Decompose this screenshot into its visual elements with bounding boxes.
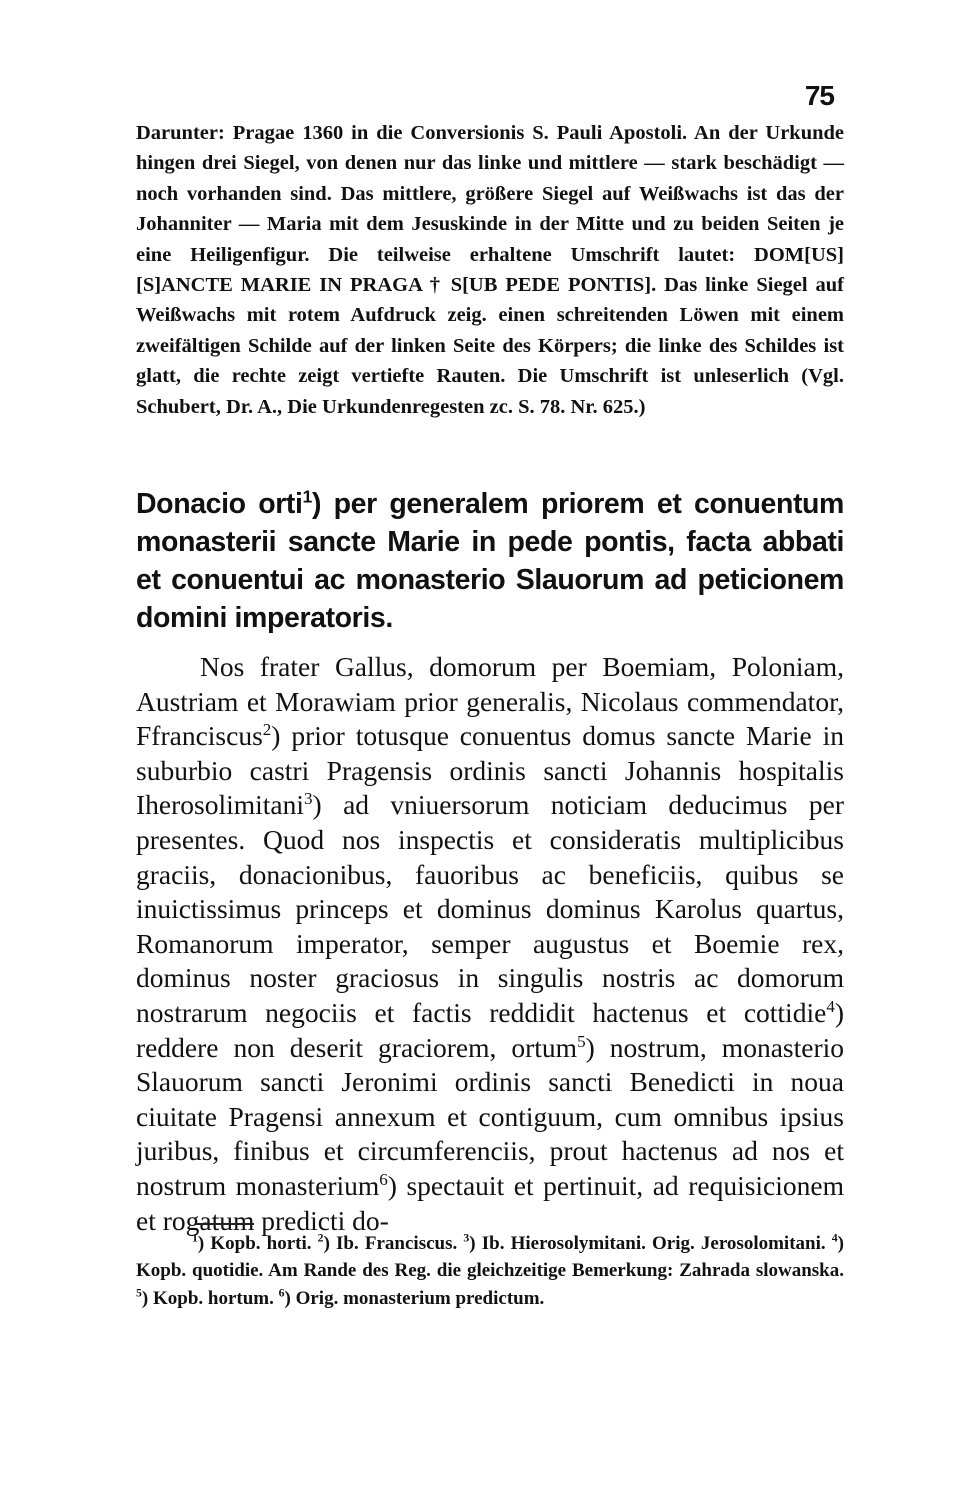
page-number: 75 [804,80,834,111]
footnote-6: ) Orig. monasterium predictum. [284,1287,545,1309]
footnotes-text [136,1230,844,1312]
footnote-mark-1: 1 [302,486,312,507]
footnote-3: ) Ib. Hierosolymitani. Orig. Jerosolomitani. [469,1233,826,1254]
footnote-mark-4: 4 [826,996,835,1016]
charter-segment-1: Nos frater Gallus, domorum per Boemiam, Poloniam, Austriam et Morawiam prior generalis, Nicolaus commendator, Ffranciscus [136,651,844,752]
charter-segment-5: ) nostrum, monasterio Slauorum sancti Jeronimi ordinis sancti Benedicti in noua ciuitate Pragensi annexum et contiguum, cum omnibus ipsius juribus, finibus et circumferenciis, prout hactenus ad nos et nostrum monasterium [136,1031,844,1201]
footnote-separator [196,1223,254,1225]
charter-segment-3: ) ad vniuersorum noticiam deducimus per presentes. Quod nos inspectis et consideratis multiplicibus graciis, donacionibus, fauoribus ac beneficiis, quibus se inuictissimus princeps et dominus dominus Karolus quartus, Romanorum imperator, semper augustus et Boemie rex, dominus noster graciosus in singulis nostris ac domorum nostrarum negociis et factis reddidit hactenus et cottidie [136,789,844,1028]
footnote-5: ) Kopb. hortum. [141,1287,274,1309]
footnote-3-mark: 3 [463,1231,470,1245]
footnote-4-mark: 4 [831,1231,838,1245]
charter-text [136,650,844,1238]
footnote-2-mark: 2 [317,1231,324,1245]
charter-segment-4: ) reddere non deserit graciorem, ortum [136,996,844,1063]
footnote-5-mark: 5 [136,1286,142,1300]
footnote-mark-5: 5 [577,1031,586,1051]
footnote-1: ) Kopb. horti. [197,1233,312,1254]
document-heading-text [136,485,844,637]
archival-description [136,118,844,422]
heading-text-a: Donacio orti [136,488,303,520]
footnote-1-mark: 1 [192,1231,198,1245]
document-heading [136,485,844,637]
footnote-mark-6: 6 [379,1169,388,1189]
heading-text-b: ) per generalem priorem et conuentum monasterii sancte Marie in pede pontis, facta abbati et conuentui ac monasterio Slauorum ad peticionem domini imperatoris. [136,488,844,634]
footnote-6-mark: 6 [278,1286,285,1300]
archival-description-text: Darunter: Pragae 1360 in die Conversionis S. Pauli Apostoli. An der Urkunde hingen drei Siegel, von denen nur das linke und mittlere — stark beschädigt — noch vorhanden sind. Das mittlere, größere Siegel auf Weißwachs ist das der Johanniter — Maria mit dem Jesuskinde in der Mitte und zu beiden Seiten je eine Heiligenfigur. Die teilweise erhaltene Umschrift lautet: DOM[US] [S]ANCTE MARIE IN PRAGA † S[UB PEDE PONTIS]. Das linke Siegel auf Weißwachs mit rotem Aufdruck zeig. einen schreitenden Löwen mit einem zweifältigen Schilde auf der linken Seite des Körpers; die linke des Schildes ist glatt, die rechte zeigt vertiefte Rauten. Die Umschrift ist unleserlich (Vgl. Schubert, Dr. A., Die Urkundenregesten zc. S. 78. Nr. 625.) [136,122,844,418]
charter-segment-6: ) spectauit et pertinuit, ad requisicionem et rogatum predicti do- [136,1169,844,1236]
footnote-mark-3: 3 [304,789,313,809]
footnote-2: ) Ib. Franciscus. [323,1233,458,1254]
charter-paragraph [136,650,844,1238]
footnote-mark-2: 2 [262,720,272,740]
footnote-4: ) Kopb. quotidie. Am Rande des Reg. die gleichzeitige Bemerkung: Zahrada slowanska. [136,1233,844,1282]
charter-segment-2: ) prior totusque conuentus domus sancte Marie in suburbio castri Pragensis ordinis sancti Johannis hospitalis Iherosolimitani [136,720,844,821]
footnotes [136,1230,844,1312]
